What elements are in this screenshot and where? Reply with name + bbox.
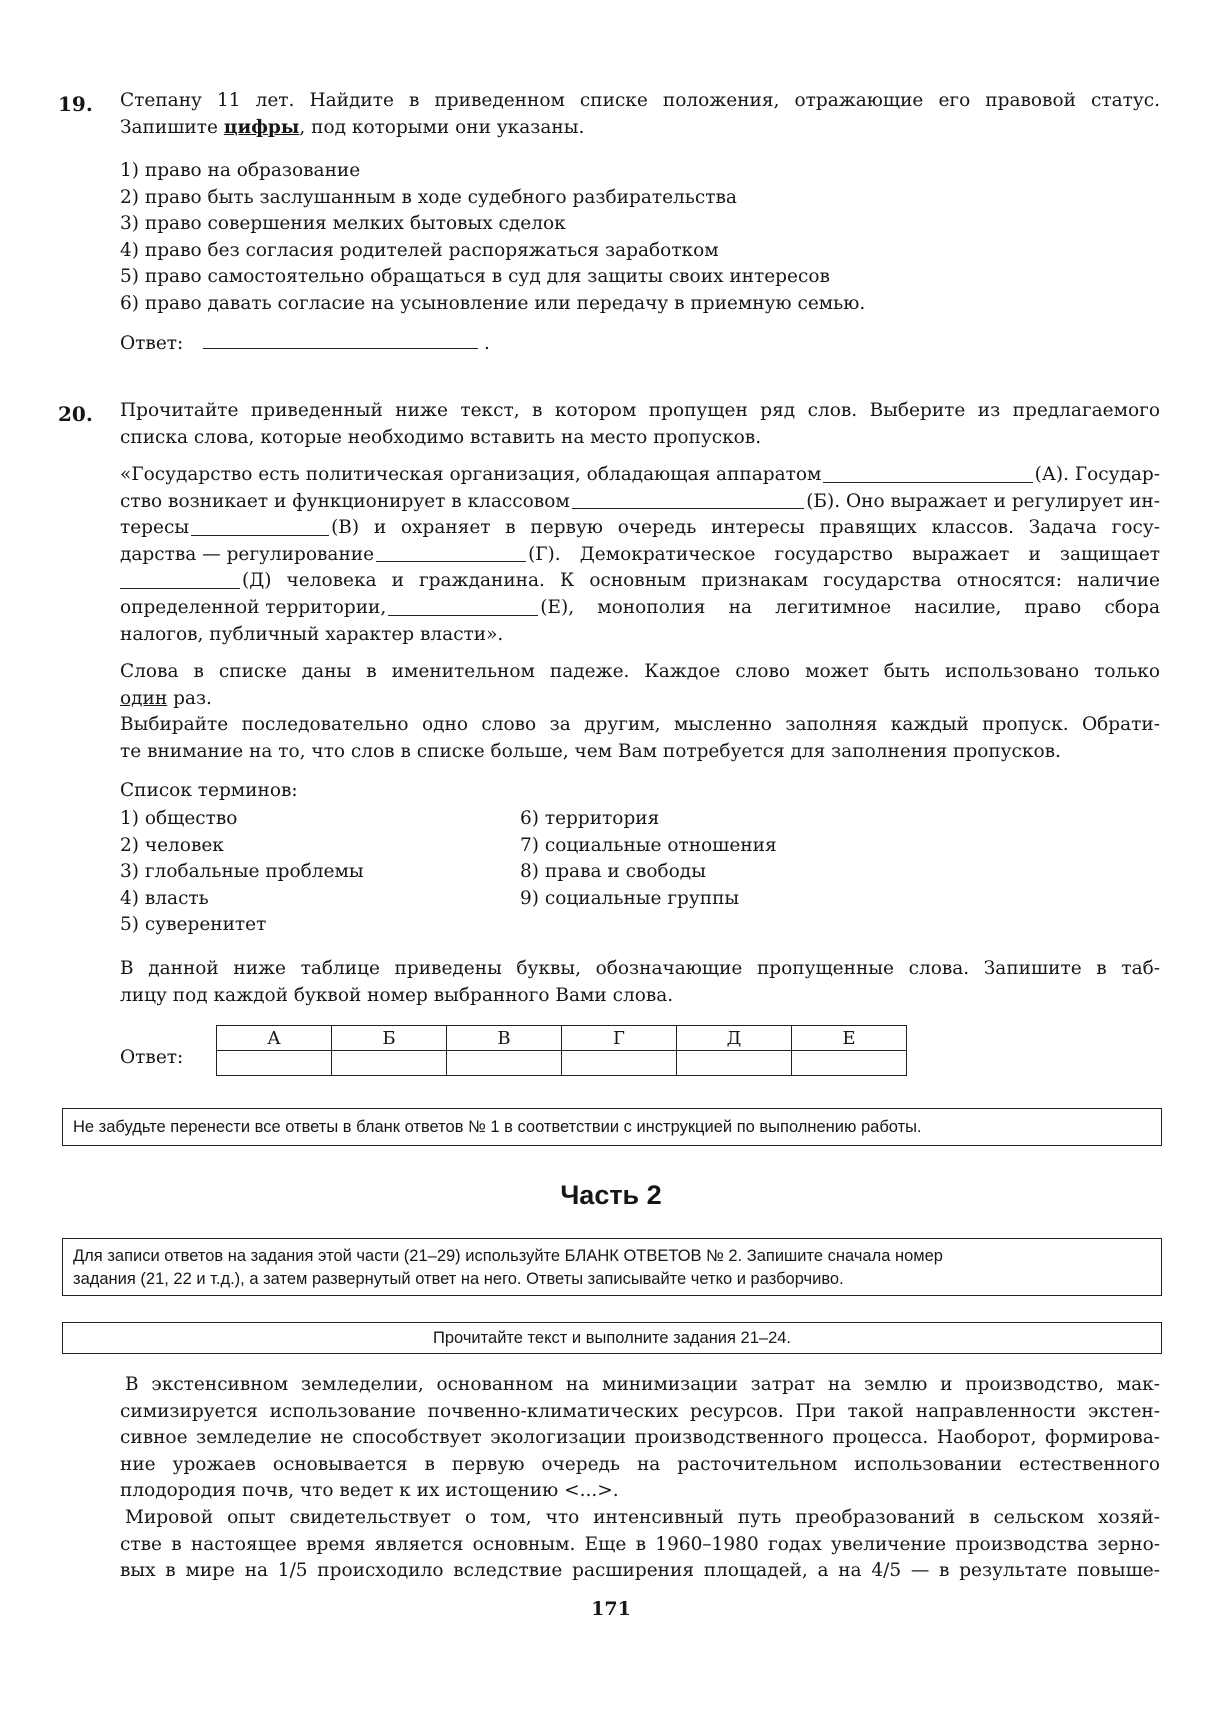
rules-text: [120, 659, 1160, 765]
intro-line1: Прочитайте приведенный ниже текст, в котором пропущен ряд слов. Выберите из предлагаемого: [120, 400, 1160, 421]
answer-cell-v[interactable]: [447, 1051, 562, 1076]
passage2-line1: В экстенсивном земледелии, основанном на минимизации затрат на землю и производство, мак-: [125, 1374, 1160, 1395]
gap-a[interactable]: [823, 462, 1032, 483]
answer-label: Ответ:: [120, 333, 184, 354]
q19-bold-word: цифры: [223, 116, 300, 138]
passage-text: (А). Государ-: [1034, 464, 1160, 485]
passage-line: [120, 462, 1160, 489]
table-intro-line2: лицу под каждой буквой номер выбранного Вами слова.: [120, 984, 674, 1006]
passage2-line7: стве в настоящее время является основным. Еще в 1960–1980 годах увеличение производства зерно-: [120, 1533, 1160, 1555]
passage2-line2: симизируется использование почвенно-климатических ресурсов. При такой направленности экстен-: [120, 1400, 1160, 1422]
question-19-text-line1: Степану 11 лет. Найдите в приведенном списке положения, отражающие его правовой статус.: [120, 90, 1160, 111]
passage-text: (Е), монополия на легитимное насилие, право сбора: [540, 596, 1160, 618]
rule-line3: Выбирайте последовательно одно слово за другим, мысленно заполняя каждый пропуск. Обрати-: [120, 714, 1160, 736]
passage-line: налогов, публичный характер власти».: [120, 623, 504, 645]
question-19-number: 19.: [58, 92, 93, 116]
option-6: 6) право давать согласие на усыновление или передачу в приемную семью.: [120, 292, 866, 314]
terms-right-column: [520, 806, 777, 912]
question-20-number: 20.: [58, 402, 93, 426]
letter-e: Е: [792, 1026, 907, 1051]
answer-cell-d[interactable]: [677, 1051, 792, 1076]
answer-tail: .: [484, 333, 490, 354]
passage2-line6: Мировой опыт свидетельствует о том, что интенсивный путь преобразований в сельском хозяй-: [125, 1506, 1160, 1528]
gap-e[interactable]: [388, 595, 538, 616]
table-intro: [120, 956, 1160, 1009]
letter-d: Д: [677, 1026, 792, 1051]
page-number: 171: [591, 1598, 631, 1620]
term-3: 3) глобальные проблемы: [120, 861, 364, 883]
read-task-text: Прочитайте текст и выполните задания 21–24.: [432, 1329, 792, 1347]
answer-cell-a[interactable]: [217, 1051, 332, 1076]
term-7: 7) социальные отношения: [520, 834, 777, 856]
passage2-line3: сивное земледелие не способствует экологизации производственного процесса. Наоборот, формирова-: [120, 1427, 1160, 1449]
rule-underlined: один: [120, 687, 168, 709]
passage-text: дарства — регулирование: [120, 543, 375, 565]
question-19-answer: [120, 330, 490, 358]
instructions-line2: задания (21, 22 и т.д.), а затем развернутый ответ на него. Ответы записывайте четко и разборчиво.: [73, 1270, 844, 1288]
option-3: 3) право совершения мелких бытовых сделок: [120, 213, 566, 235]
option-2: 2) право быть заслушанным в ходе судебного разбирательства: [120, 186, 737, 208]
letter-a: А: [217, 1026, 332, 1051]
q19-pre: Запишите: [120, 116, 224, 138]
letter-g: Г: [562, 1026, 677, 1051]
q19-post: , под которыми они указаны.: [299, 116, 585, 138]
part-2-title: Часть 2: [560, 1180, 662, 1210]
table-intro-line1: В данной ниже таблице приведены буквы, обозначающие пропущенные слова. Запишите в таб-: [120, 958, 1160, 979]
read-task-box: [62, 1322, 1162, 1354]
passage-line: [120, 489, 1160, 516]
answer-table-header-row: [217, 1026, 907, 1051]
term-5: 5) суверенитет: [120, 914, 267, 936]
term-8: 8) права и свободы: [520, 861, 706, 883]
gap-v[interactable]: [191, 515, 329, 536]
term-4: 4) власть: [120, 887, 209, 909]
question-20-intro: [120, 398, 1160, 451]
gap-passage: [120, 462, 1160, 648]
terms-title: Список терминов:: [120, 780, 298, 801]
question-19-options: [120, 158, 865, 318]
letter-v: В: [447, 1026, 562, 1051]
passage-line: [120, 568, 1160, 595]
answer-table-input-row: [217, 1051, 907, 1076]
term-9: 9) социальные группы: [520, 887, 740, 909]
answer-label-20: Ответ:: [120, 1047, 184, 1068]
answer-cell-b[interactable]: [332, 1051, 447, 1076]
answer-cell-g[interactable]: [562, 1051, 677, 1076]
term-1: 1) общество: [120, 808, 238, 829]
option-5: 5) право самостоятельно обращаться в суд для защиты своих интересов: [120, 266, 830, 288]
gap-b[interactable]: [572, 489, 804, 510]
option-4: 4) право без согласия родителей распоряжаться заработком: [120, 239, 719, 261]
passage-text: (В) и охраняет в первую очередь интересы правящих классов. Задача госу-: [331, 517, 1160, 539]
passage-text: (Г). Демократическое государство выражает и защищает: [528, 543, 1160, 565]
rule-post: раз.: [167, 687, 212, 709]
passage-text: ство возникает и функционирует в классовом: [120, 490, 570, 512]
passage-text: (Б). Оно выражает и регулирует ин-: [806, 490, 1160, 512]
question-19-text-line2: [120, 115, 1160, 142]
passage-line: [120, 542, 1160, 569]
passage-text: «Государство есть политическая организация, обладающая аппаратом: [120, 464, 822, 485]
passage-line: [120, 595, 1160, 622]
gap-d[interactable]: [120, 568, 240, 589]
reminder-box: [62, 1108, 1162, 1146]
part-2-instructions: [62, 1238, 1162, 1296]
answer-field[interactable]: [203, 330, 478, 349]
passage2-line8: вых в мире на 1/5 происходило вследствие расширения площадей, а на 4/5 — в результате повыше-: [120, 1560, 1160, 1582]
reminder-text: Не забудьте перенести все ответы в бланк ответов № 1 в соответствии с инструкцией по выполнению работы.: [73, 1118, 922, 1136]
answer-cell-e[interactable]: [792, 1051, 907, 1076]
passage2-line4: ние урожаев основывается в первую очередь на расточительном использовании естественного: [120, 1453, 1160, 1475]
letter-b: Б: [332, 1026, 447, 1051]
gap-g[interactable]: [376, 542, 526, 563]
answer-table: [216, 1025, 907, 1076]
passage-text: тересы: [120, 517, 190, 539]
passage-2: [120, 1372, 1160, 1585]
rule-line2: [120, 686, 1160, 713]
passage-line: [120, 515, 1160, 542]
rule-line4: те внимание на то, что слов в списке больше, чем Вам потребуется для заполнения пропусков.: [120, 740, 1061, 762]
passage2-line5: плодородия почв, что ведет к их истощению <...>.: [120, 1480, 619, 1502]
instructions-line1: Для записи ответов на задания этой части (21–29) используйте БЛАНК ОТВЕТОВ № 2. Запишите сначала номер: [73, 1247, 943, 1265]
term-6: 6) территория: [520, 808, 660, 829]
term-2: 2) человек: [120, 834, 224, 856]
terms-left-column: [120, 806, 364, 939]
passage-text: (Д) человека и гражданина. К основным признакам государства относятся: наличие: [242, 570, 1160, 592]
question-19-text: [120, 88, 1160, 141]
passage-text: определенной территории,: [120, 596, 387, 618]
rule-line1: Слова в списке даны в именительном падеже. Каждое слово может быть использовано только: [120, 661, 1160, 682]
intro-line2: списка слова, которые необходимо вставить на место пропусков.: [120, 426, 762, 448]
option-1: 1) право на образование: [120, 160, 361, 181]
